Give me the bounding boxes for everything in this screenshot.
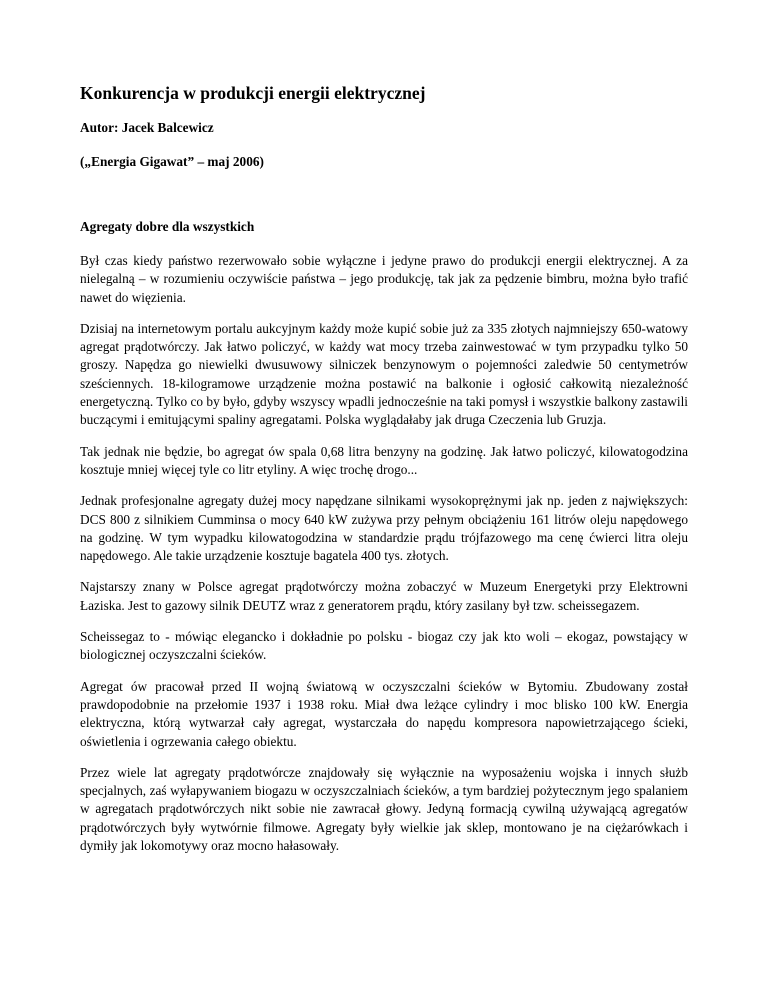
paragraph-4: Jednak profesjonalne agregaty dużej mocy napędzane silnikami wysokoprężnymi jak np. jeden z największych: DCS 800 z silnikiem Cumminsa o mocy 640 kW zużywa przy pełnym obciążeniu 161 litrów oleju napędowego na godzinę. W tym wypadku kilowatogodzina w standardzie prądu trójfazowego ma cenę ćwierci litra oleju napędowego. Ale takie urządzenie kosztuje bagatela 400 tys. złotych. xyxy=(80,493,688,564)
paragraph-3: Tak jednak nie będzie, bo agregat ów spala 0,68 litra benzyny na godzinę. Jak łatwo policzyć, kilowatogodzina kosztuje mniej więcej tyle co litr etyliny. A więc trochę drogo... xyxy=(80,443,688,477)
section-heading: Agregaty dobre dla wszystkich xyxy=(80,219,255,234)
document-title: Konkurencja w produkcji energii elektrycznej xyxy=(80,83,426,103)
document-page xyxy=(80,82,688,868)
paragraph-1: Był czas kiedy państwo rezerwowało sobie wyłączne i jedyne prawo do produkcji energii elektrycznej. A za nielegalną – w rozumieniu oczywiście państwa – jego produkcję, tak jak za pędzenie bimbru, można było trafić nawet do więzienia. xyxy=(80,253,688,305)
paragraph-8: Przez wiele lat agregaty prądotwórcze znajdowały się wyłącznie na wyposażeniu wojska i innych służb specjalnych, zaś wyłapywaniem biogazu w oczyszczalniach ścieków, a tym bardziej pożytecznym jego spalaniem w agregatach prądotwórczych nikt sobie nie zawracał głowy. Jedyną formacją cywilną używającą agregatów prądotwórczych były wytwórnie filmowe. Agregaty były wielkie jak sklep, montowano je na ciężarówkach i dymiły jak lokomotywy oraz mocno hałasowały. xyxy=(80,764,688,854)
paragraph-6: Scheissegaz to - mówiąc elegancko i dokładnie po polsku - biogaz czy jak kto woli – ekogaz, powstający w biologicznej oczyszczalni ścieków. xyxy=(80,629,688,663)
paragraph-5: Najstarszy znany w Polsce agregat prądotwórczy można zobaczyć w Muzeum Energetyki przy Elektrowni Łaziska. Jest to gazowy silnik DEUTZ wraz z generatorem prądu, który zasilany był tzw. scheissegazem. xyxy=(80,579,688,613)
paragraph-2: Dzisiaj na internetowym portalu aukcyjnym każdy może kupić sobie już za 335 złotych najmniejszy 650-watowy agregat prądotwórczy. Jak łatwo policzyć, w każdy wat mocy trzeba zainwestować w tym przypadku tylko 50 groszy. Napędza go niewielki dwusuwowy silniczek benzynowym o pojemności zaledwie 50 centymetrów sześciennych. 18-kilogramowe urządzenie można postawić na balkonie i ogłosić całkowitą niezależność energetyczną. Tylko co by było, gdyby wszyscy wpadli jednocześnie na taki pomysł i wszystkie balkony zastawili buczącymi i emitującymi spaliny agregatami. Polska wyglądałaby jak druga Czeczenia lub Gruzja. xyxy=(80,320,688,428)
paragraph-7: Agregat ów pracował przed II wojną światową w oczyszczalni ścieków w Bytomiu. Zbudowany został prawdopodobnie na przełomie 1937 i 1938 roku. Miał dwa leżące cylindry i moc blisko 100 kW. Energia elektryczna, którą wytwarzał cały agregat, wystarczała do napędu kompresora napowietrzającego ścieki, oświetlenia i ogrzewania całego obiektu. xyxy=(80,678,688,749)
author-line: Autor: Jacek Balcewicz xyxy=(80,120,214,135)
source-line: („Energia Gigawat” – maj 2006) xyxy=(80,154,264,169)
